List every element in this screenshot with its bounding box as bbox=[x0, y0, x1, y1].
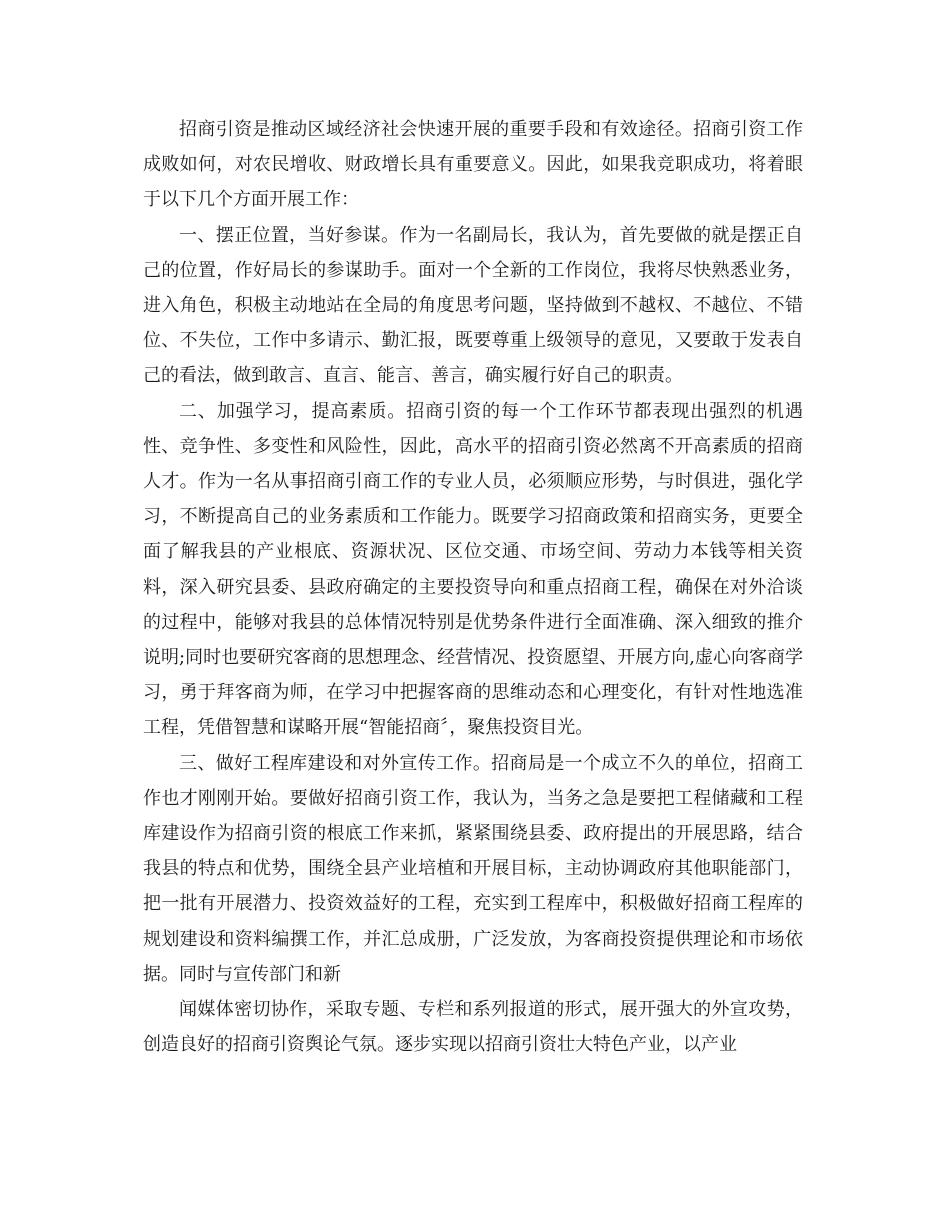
paragraph-section-1: 一、摆正位置，当好参谋。作为一名副局长，我认为，首先要做的就是摆正自己的位置，作好局长的参谋助手。面对一个全新的工作岗位，我将尽快熟悉业务，进入角色，积极主动地站在全局的角度思考问题，坚持做到不越权、不越位、不错位、不失位，工作中多请示、勤汇报，既要尊重上级领导的意见，又要敢于发表自己的看法，做到敢言、直言、能言、善言，确实履行好自己的职责。 bbox=[143, 224, 803, 387]
paragraph-intro: 招商引资是推动区域经济社会快速开展的重要手段和有效途径。招商引资工作成败如何，对农民增收、财政增长具有重要意义。因此，如果我竞职成功，将着眼于以下几个方面开展工作： bbox=[143, 119, 803, 211]
document-body bbox=[143, 112, 803, 1062]
paragraph-continuation: 闻媒体密切协作，采取专题、专栏和系列报道的形式，展开强大的外宣攻势，创造良好的招商引资舆论气氛。逐步实现以招商引资壮大特色产业，以产业 bbox=[143, 999, 803, 1056]
paragraph-section-3: 三、做好工程库建设和对外宣传工作。招商局是一个成立不久的单位，招商工作也才刚刚开始。要做好招商引资工作，我认为，当务之急是要把工程储藏和工程库建设作为招商引资的根底工作来抓，紧紧围绕县委、政府提出的开展思路，结合我县的特点和优势，围绕全县产业培植和开展目标，主动协调政府其他职能部门，把一批有开展潜力、投资效益好的工程，充实到工程库中，积极做好招商工程库的规划建设和资料编撰工作，并汇总成册，广泛发放，为客商投资提供理论和市场依据。同时与宣传部门和新 bbox=[143, 752, 803, 985]
paragraph-section-2: 二、加强学习，提高素质。招商引资的每一个工作环节都表现出强烈的机遇性、竞争性、多变性和风险性，因此，高水平的招商引资必然离不开高素质的招商人才。作为一名从事招商引商工作的专业人员，必须顺应形势，与时俱进，强化学习，不断提高自己的业务素质和工作能力。既要学习招商政策和招商实务，更要全面了解我县的产业根底、资源状况、区位交通、市场空间、劳动力本钱等相关资料，深入研究县委、县政府确定的主要投资导向和重点招商工程，确保在对外洽谈的过程中，能够对我县的总体情况特别是优势条件进行全面准确、深入细致的推介说明;同时也要研究客商的思想理念、经营情况、投资愿望、开展方向,虚心向客商学习，勇于拜客商为师，在学习中把握客商的思维动态和心理变化，有针对性地选准工程，凭借智慧和谋略开展“智能招商〞，聚焦投资目光。 bbox=[143, 400, 803, 739]
